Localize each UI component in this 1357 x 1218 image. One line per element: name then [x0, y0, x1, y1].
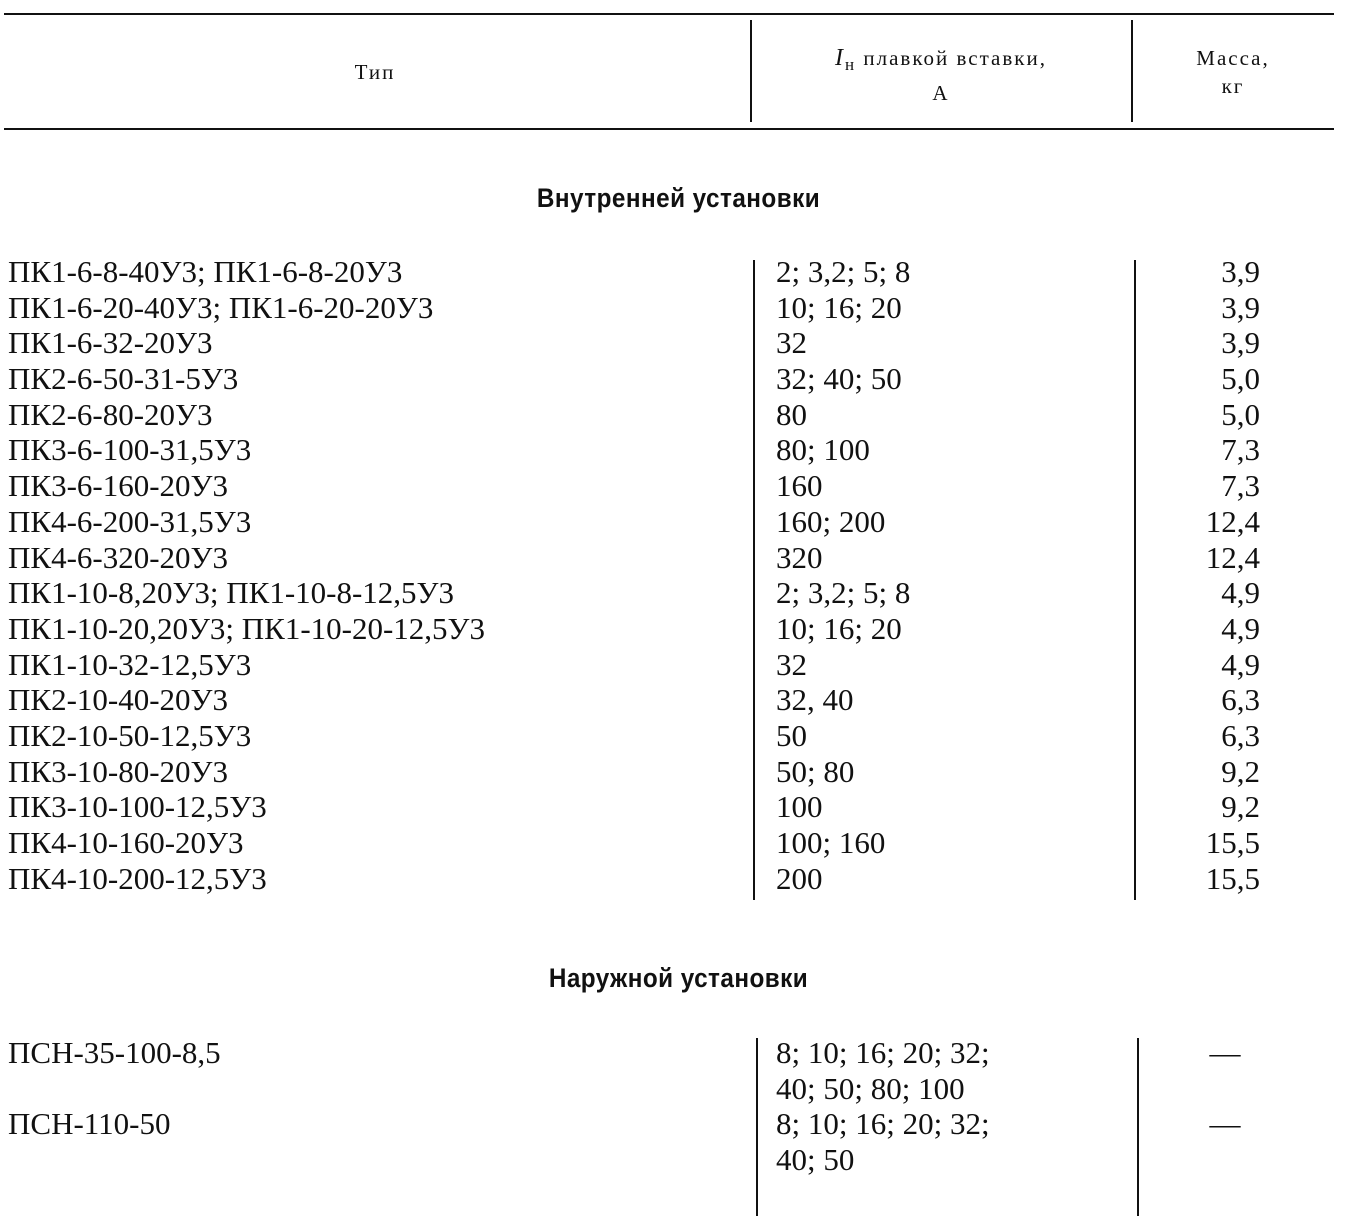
table-row-mass: 3,9 — [1221, 254, 1260, 289]
table-row-mass: 5,0 — [1221, 396, 1260, 432]
table-row-type: ПК2-10-40-20У3 — [8, 682, 228, 718]
table-row-mass: 9,2 — [1221, 753, 1260, 789]
table-row-current: 80; 100 — [776, 432, 870, 468]
table-row-mass: 6,3 — [1221, 717, 1260, 753]
indoor-type-column — [8, 254, 748, 896]
header-type — [0, 58, 750, 86]
body-divider-1a — [753, 260, 755, 900]
header-bottom-rule — [4, 128, 1334, 130]
table-row-mass: 7,3 — [1221, 468, 1260, 504]
table-row-type: ПК1-10-20,20У3; ПК1-10-20-12,5У3 — [8, 610, 486, 646]
table-row-current: 8; 10; 16; 20; 32; — [776, 1106, 990, 1142]
table-row-mass: — — [1209, 1035, 1241, 1070]
table-row-mass: 3,9 — [1221, 289, 1260, 325]
current-subscript: н — [845, 55, 857, 75]
table-row-mass: 6,3 — [1221, 682, 1260, 718]
table-row-current: 32 — [776, 325, 807, 361]
table-row-type: ПК4-6-320-20У3 — [8, 539, 228, 575]
table-row-mass: 12,4 — [1205, 503, 1260, 539]
table-row-mass: 15,5 — [1205, 825, 1260, 860]
table-row-type: ПСН-110-50 — [8, 1106, 171, 1142]
current-unit: А — [932, 81, 950, 106]
outdoor-type-column — [8, 1035, 748, 1178]
current-description: плавкой вставки, — [863, 46, 1047, 70]
table-row-type: ПК1-10-8,20У3; ПК1-10-8-12,5У3 — [8, 575, 455, 611]
table-row-current: 80 — [776, 396, 807, 432]
table-row-type: ПК1-6-20-40У3; ПК1-6-20-20У3 — [8, 289, 434, 325]
body-divider-2a — [1134, 260, 1136, 900]
table-row-current: 32; 40; 50 — [776, 361, 902, 397]
table-row-type: ПК3-6-100-31,5У3 — [8, 432, 252, 468]
table-row-current: 200 — [776, 860, 823, 896]
table-row-type: ПСН-35-100-8,5 — [8, 1035, 221, 1070]
table-row-mass: 4,9 — [1221, 646, 1260, 682]
table-row-type: ПК2-6-80-20У3 — [8, 396, 213, 432]
table-row-current: 8; 10; 16; 20; 32; — [776, 1035, 990, 1070]
table-row-type: ПК1-10-32-12,5У3 — [8, 646, 252, 682]
table-row-current: 10; 16; 20 — [776, 610, 902, 646]
header-current — [752, 44, 1130, 107]
indoor-current-column — [776, 254, 1126, 896]
table-row-current: 2; 3,2; 5; 8 — [776, 254, 911, 289]
body-divider-2b — [1137, 1038, 1139, 1216]
outdoor-mass-column — [1150, 1035, 1300, 1178]
indoor-mass-column — [1140, 254, 1260, 896]
table-row-mass: 7,3 — [1221, 432, 1260, 468]
table-row-type: ПК1-6-8-40У3; ПК1-6-8-20У3 — [8, 254, 403, 289]
mass-label: Масса, — [1196, 46, 1270, 70]
table-row-current: 2; 3,2; 5; 8 — [776, 575, 911, 611]
table-row-type: ПК3-10-80-20У3 — [8, 753, 228, 789]
table-row-mass: 5,0 — [1221, 361, 1260, 397]
table-row-mass: 12,4 — [1205, 539, 1260, 575]
top-rule — [4, 13, 1334, 15]
table-row-mass: 9,2 — [1221, 789, 1260, 825]
table-row-mass: 15,5 — [1205, 860, 1260, 896]
table-row-mass: 3,9 — [1221, 325, 1260, 361]
current-symbol: I — [835, 45, 846, 71]
table-row-mass: 4,9 — [1221, 575, 1260, 611]
table-row-type: ПК3-10-100-12,5У3 — [8, 789, 267, 825]
section-title-outdoor: Наружной установки — [548, 963, 809, 993]
table-row-type: ПК2-10-50-12,5У3 — [8, 717, 252, 753]
table-row-current: 40; 50; 80; 100 — [776, 1070, 965, 1106]
mass-unit: кг — [1221, 74, 1245, 98]
table-row-current: 32 — [776, 646, 807, 682]
table-row-type: ПК4-6-200-31,5У3 — [8, 503, 252, 539]
table-row-current: 160; 200 — [776, 503, 886, 539]
table-row-current: 40; 50 — [776, 1142, 855, 1178]
table-row-type: ПК1-6-32-20У3 — [8, 325, 213, 361]
section-title-indoor: Внутренней установки — [536, 183, 821, 213]
outdoor-current-column — [776, 1035, 1126, 1178]
table-row-type: ПК4-10-160-20У3 — [8, 825, 244, 860]
table-row-current: 10; 16; 20 — [776, 289, 902, 325]
table-row-type: ПК2-6-50-31-5У3 — [8, 361, 239, 397]
table-row-current: 320 — [776, 539, 823, 575]
table-row-type: ПК3-6-160-20У3 — [8, 468, 228, 504]
table-row-current: 100 — [776, 789, 823, 825]
table-row-current: 160 — [776, 468, 823, 504]
table-row-current: 100; 160 — [776, 825, 886, 860]
table-row-current: 50 — [776, 717, 807, 753]
table-row-mass: — — [1209, 1106, 1241, 1142]
header-type-label: Тип — [354, 60, 396, 84]
table-row-type: ПК4-10-200-12,5У3 — [8, 860, 267, 896]
table-row-current: 50; 80 — [776, 753, 855, 789]
table-row-current: 32, 40 — [776, 682, 854, 718]
header-mass — [1133, 44, 1333, 100]
body-divider-1b — [756, 1038, 758, 1216]
table-row-mass: 4,9 — [1221, 610, 1260, 646]
